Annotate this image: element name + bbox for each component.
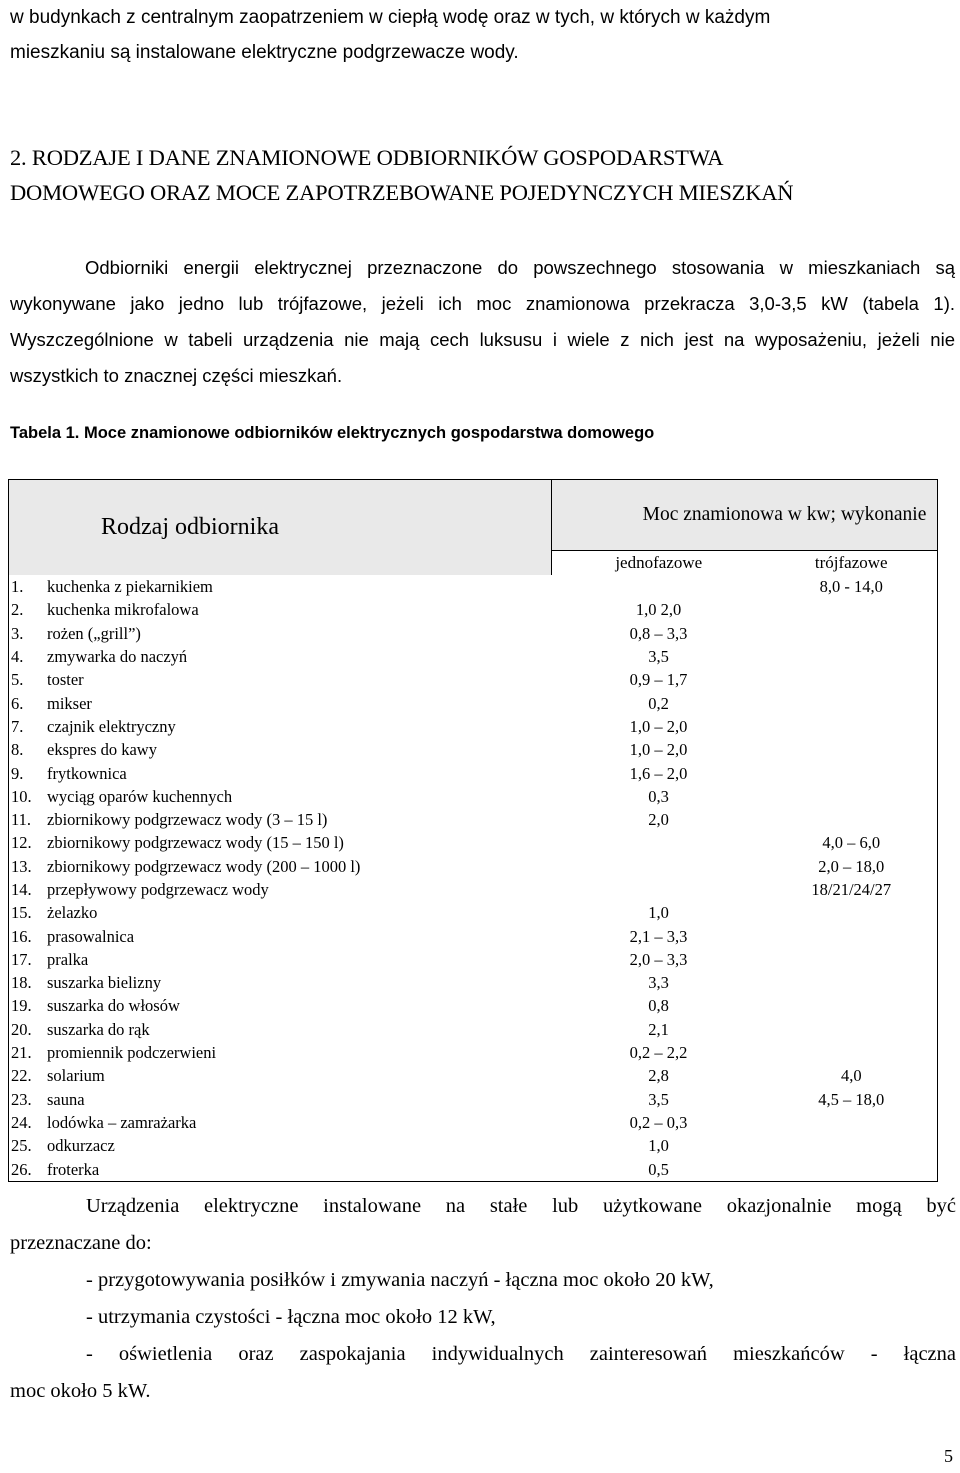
cell-single-phase: 2,8 <box>648 1066 669 1086</box>
table-header-row <box>9 480 938 551</box>
appliance-name: suszarka do rąk <box>47 1019 150 1039</box>
table-row <box>9 994 938 1017</box>
row-number: 21. <box>11 1043 32 1063</box>
table-row <box>9 761 938 784</box>
table-row <box>9 622 938 645</box>
cell-single-phase: 2,0 – 3,3 <box>629 949 688 969</box>
cell-three-phase <box>766 785 938 808</box>
cell-three-phase <box>766 971 938 994</box>
row-number: 12. <box>11 833 32 853</box>
appliance-name: frytkownica <box>47 763 127 783</box>
cell-appliance <box>9 1018 552 1041</box>
appliance-name: suszarka bielizny <box>47 973 162 993</box>
row-number: 23. <box>11 1089 32 1109</box>
cell-appliance <box>9 715 552 738</box>
cell-three-phase <box>766 1111 938 1134</box>
cell-appliance <box>9 901 552 924</box>
page-number: 5 <box>944 1446 953 1466</box>
appliance-name: suszarka do włosów <box>47 996 180 1016</box>
row-number: 11. <box>11 810 32 830</box>
appliance-name: zbiornikowy podgrzewacz wody (3 – 15 l) <box>47 810 328 830</box>
cell-three-phase <box>766 738 938 761</box>
cell-three-phase <box>766 901 938 924</box>
table-row <box>9 948 938 971</box>
cell-three-phase: 4,5 – 18,0 <box>766 1088 938 1111</box>
cell-single-phase: 1,0 <box>648 1136 669 1156</box>
cell-single-phase: 3,5 <box>648 647 669 667</box>
table-row <box>9 691 938 714</box>
table-row <box>9 645 938 668</box>
table-caption: Tabela 1. Moce znamionowe odbiorników elektrycznych gospodarstwa domowego <box>10 424 655 442</box>
cell-single-phase: 0,3 <box>648 786 669 806</box>
cell-three-phase <box>766 1018 938 1041</box>
table-row <box>9 831 938 854</box>
cell-three-phase <box>766 598 938 621</box>
cell-appliance <box>9 1157 552 1181</box>
row-number: 18. <box>11 973 32 993</box>
table-row <box>9 808 938 831</box>
row-number: 5. <box>11 670 24 690</box>
cell-appliance <box>9 645 552 668</box>
row-number: 25. <box>11 1136 32 1156</box>
cell-three-phase: 2,0 – 18,0 <box>766 855 938 878</box>
cell-three-phase: 18/21/24/27 <box>766 878 938 901</box>
cell-single-phase: 0,8 – 3,3 <box>629 623 688 643</box>
row-number: 24. <box>11 1112 32 1132</box>
row-number: 19. <box>11 996 32 1016</box>
appliance-name: pralka <box>47 949 89 969</box>
row-number: 26. <box>11 1159 32 1179</box>
intro-line-2: mieszkaniu są instalowane elektryczne podgrzewacze wody. <box>10 42 519 63</box>
cell-single-phase: 2,1 – 3,3 <box>629 926 688 946</box>
cell-three-phase <box>766 1134 938 1157</box>
row-number: 10. <box>11 786 32 806</box>
appliance-name: mikser <box>47 693 92 713</box>
appliance-name: odkurzacz <box>47 1136 115 1156</box>
cell-three-phase <box>766 1157 938 1181</box>
cell-appliance <box>9 808 552 831</box>
row-number: 7. <box>11 716 24 736</box>
cell-single-phase: 1,0 2,0 <box>635 600 682 620</box>
table-row <box>9 1041 938 1064</box>
row-number: 9. <box>11 763 24 783</box>
closing-item-3-line-1: - oświetlenia oraz zaspokajania indywidualnych zainteresowań mieszkańców - łączna <box>86 1343 956 1365</box>
table-row <box>9 1018 938 1041</box>
row-number: 6. <box>11 693 24 713</box>
appliance-name: zmywarka do naczyń <box>47 647 188 667</box>
row-number: 1. <box>11 577 24 597</box>
power-table <box>8 479 938 1182</box>
cell-single-phase: 2,0 <box>648 810 669 830</box>
table-row <box>9 855 938 878</box>
cell-three-phase <box>766 948 938 971</box>
cell-single-phase: 0,5 <box>552 1157 766 1181</box>
cell-appliance <box>9 785 552 808</box>
cell-single-phase: 1,0 – 2,0 <box>629 740 688 760</box>
cell-appliance <box>9 575 552 598</box>
cell-appliance <box>9 668 552 691</box>
cell-single-phase: 3,3 <box>648 973 669 993</box>
cell-three-phase <box>766 645 938 668</box>
cell-single-phase: 3,5 <box>648 1089 669 1109</box>
closing-lead-line-1: Urządzenia elektryczne instalowane na stałe lub użytkowane okazjonalnie mogą być <box>86 1195 956 1217</box>
cell-appliance <box>9 691 552 714</box>
appliance-name: prasowalnica <box>47 926 135 946</box>
cell-appliance <box>9 878 552 901</box>
cell-three-phase <box>766 622 938 645</box>
appliance-name: toster <box>47 670 84 690</box>
cell-appliance <box>9 924 552 947</box>
closing-item-3-line-2: moc około 5 kW. <box>10 1380 151 1402</box>
appliance-name: rożen („grill”) <box>47 623 141 643</box>
table-row <box>9 971 938 994</box>
table-row <box>9 924 938 947</box>
table-row <box>9 1064 938 1087</box>
cell-three-phase <box>766 1041 938 1064</box>
cell-appliance <box>9 1111 552 1134</box>
row-number: 14. <box>11 880 32 899</box>
cell-single-phase <box>552 855 766 878</box>
column-header-single: jednofazowe <box>615 553 703 572</box>
row-number: 3. <box>11 623 24 643</box>
intro-line-1: w budynkach z centralnym zaopatrzeniem w ciepłą wodę oraz w tych, w których w każdym <box>10 7 771 28</box>
appliance-name: lodówka – zamrażarka <box>47 1112 197 1132</box>
cell-appliance <box>9 622 552 645</box>
cell-single-phase <box>552 575 766 598</box>
cell-three-phase <box>766 715 938 738</box>
heading-line-1: 2. RODZAJE I DANE ZNAMIONOWE ODBIORNIKÓW GOSPODARSTWA <box>10 145 724 170</box>
cell-single-phase: 1,6 – 2,0 <box>629 763 688 783</box>
appliance-name: kuchenka mikrofalowa <box>47 600 199 620</box>
cell-single-phase: 1,0 <box>648 903 669 923</box>
appliance-name: zbiornikowy podgrzewacz wody (200 – 1000 l) <box>47 856 361 876</box>
appliance-name: kuchenka z piekarnikiem <box>47 577 213 597</box>
table-row <box>9 738 938 761</box>
section-heading <box>10 140 955 210</box>
paragraph-text: Odbiorniki energii elektrycznej przeznaczone do powszechnego stosowania w mieszkaniach są wykonywane jako jedno lub trójfazowe, jeżeli ich moc znamionowa przekracza 3,0-3,5 kW (tabela 1). Wyszczególnione w tabeli urządzenia nie mają cech luksusu i wiele z nich jest na wyposażeniu, jeżeli nie wszystkich to znacznej części mieszkań. <box>10 257 955 386</box>
row-number: 22. <box>11 1066 32 1086</box>
cell-single-phase: 0,2 – 2,2 <box>629 1043 688 1063</box>
table-row <box>9 1134 938 1157</box>
column-header-power-label: Moc znamionowa w kw; wykonanie <box>642 504 927 525</box>
appliance-name: sauna <box>47 1089 85 1109</box>
cell-single-phase: 0,2 – 0,3 <box>629 1112 688 1132</box>
row-number: 20. <box>11 1019 32 1039</box>
cell-three-phase: 4,0 <box>766 1064 938 1087</box>
appliance-name: wyciąg oparów kuchennych <box>47 786 233 806</box>
cell-three-phase: 8,0 - 14,0 <box>766 575 938 598</box>
table-row <box>9 715 938 738</box>
cell-single-phase: 0,9 – 1,7 <box>629 670 688 690</box>
appliance-name: zbiornikowy podgrzewacz wody (15 – 150 l) <box>47 833 344 853</box>
row-number: 13. <box>11 856 32 876</box>
cell-single-phase: 1,0 – 2,0 <box>629 716 688 736</box>
table-row <box>9 785 938 808</box>
table-row <box>9 1111 938 1134</box>
cell-appliance <box>9 1134 552 1157</box>
cell-three-phase <box>766 924 938 947</box>
cell-three-phase <box>766 691 938 714</box>
appliance-name: czajnik elektryczny <box>47 716 176 736</box>
column-header-type-label: Rodzaj odbiornika <box>101 514 279 540</box>
closing-lead-line-2: przeznaczane do: <box>10 1232 152 1254</box>
cell-three-phase: 4,0 – 6,0 <box>766 831 938 854</box>
table-row <box>9 901 938 924</box>
table-row <box>9 878 938 901</box>
row-number: 8. <box>11 740 24 760</box>
cell-appliance <box>9 971 552 994</box>
appliance-name: żelazko <box>47 903 98 923</box>
table-row <box>9 598 938 621</box>
intro-text <box>10 0 955 70</box>
cell-three-phase <box>766 994 938 1017</box>
table-row <box>9 1088 938 1111</box>
appliance-name: przepływowy podgrzewacz wody <box>47 880 269 899</box>
cell-appliance <box>9 761 552 784</box>
cell-appliance <box>9 994 552 1017</box>
cell-single-phase: 0,2 <box>648 693 669 713</box>
column-header-power <box>552 480 938 551</box>
cell-appliance <box>9 855 552 878</box>
cell-appliance <box>9 831 552 854</box>
closing-item-2: - utrzymania czystości - łączna moc około 12 kW, <box>86 1306 496 1328</box>
cell-single-phase <box>552 878 766 901</box>
appliance-name: solarium <box>47 1066 105 1086</box>
row-number: 4. <box>11 647 24 667</box>
cell-single-phase: 2,1 <box>648 1019 669 1039</box>
appliance-name: ekspres do kawy <box>47 740 157 760</box>
table-row <box>9 668 938 691</box>
appliance-name: promiennik podczerwieni <box>47 1043 217 1063</box>
cell-single-phase: 0,8 <box>648 996 669 1016</box>
column-header-type <box>9 480 552 576</box>
heading-line-2: DOMOWEGO ORAZ MOCE ZAPOTRZEBOWANE POJEDYNCZYCH MIESZKAŃ <box>10 180 794 205</box>
appliance-name: froterka <box>47 1159 100 1179</box>
cell-appliance <box>9 738 552 761</box>
cell-appliance <box>9 948 552 971</box>
cell-appliance <box>9 598 552 621</box>
row-number: 2. <box>11 600 24 620</box>
row-number: 16. <box>11 926 32 946</box>
closing-text <box>10 1188 956 1410</box>
cell-appliance <box>9 1088 552 1111</box>
cell-appliance <box>9 1064 552 1087</box>
cell-appliance <box>9 1041 552 1064</box>
body-paragraph <box>10 250 955 394</box>
closing-item-1: - przygotowywania posiłków i zmywania naczyń - łączna moc około 20 kW, <box>86 1269 714 1291</box>
cell-three-phase <box>766 761 938 784</box>
row-number: 15. <box>11 903 32 923</box>
table-row <box>9 575 938 598</box>
cell-single-phase <box>552 831 766 854</box>
table-row <box>9 1157 938 1181</box>
table-body <box>9 575 938 1181</box>
cell-three-phase <box>766 808 938 831</box>
cell-three-phase <box>766 668 938 691</box>
column-header-three: trójfazowe <box>766 551 938 576</box>
row-number: 17. <box>11 949 32 969</box>
